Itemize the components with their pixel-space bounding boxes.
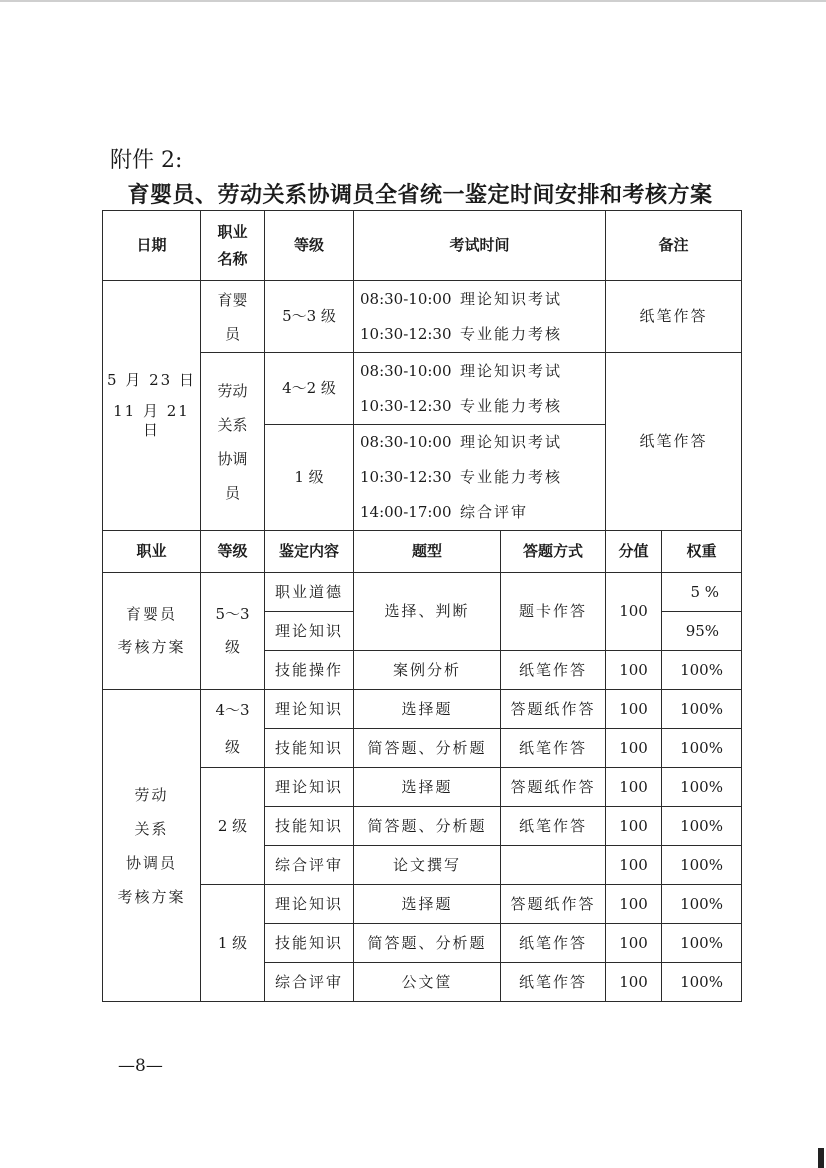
occupation-laodong bbox=[201, 353, 265, 531]
score-cell: 100 bbox=[606, 963, 662, 1002]
table-row bbox=[103, 690, 742, 729]
time-line bbox=[360, 317, 605, 352]
time-range: 10:30-12:30 bbox=[360, 468, 452, 486]
occupation-line: 协调 bbox=[217, 449, 248, 468]
assessment-header-row bbox=[103, 531, 742, 573]
occupation-line: 考核方案 bbox=[117, 638, 186, 656]
time-line bbox=[360, 425, 605, 460]
type-cell: 简答题、分析题 bbox=[354, 807, 501, 846]
header-answer-method: 答题方式 bbox=[501, 531, 606, 573]
header-content: 鉴定内容 bbox=[265, 531, 354, 573]
level-cell bbox=[201, 573, 265, 690]
level-cell: 2 级 bbox=[201, 768, 265, 885]
occupation-line: 育婴员 bbox=[125, 605, 177, 624]
content-cell: 技能知识 bbox=[265, 729, 354, 768]
type-cell: 案例分析 bbox=[354, 651, 501, 690]
table-row bbox=[103, 573, 742, 612]
exam-time-cell bbox=[354, 353, 606, 425]
score-cell: 100 bbox=[606, 729, 662, 768]
occupation-line: 育婴 bbox=[217, 290, 248, 309]
content-cell: 技能操作 bbox=[265, 651, 354, 690]
level-line: 级 bbox=[224, 737, 240, 756]
header-exam-time: 考试时间 bbox=[354, 211, 606, 281]
type-cell: 简答题、分析题 bbox=[354, 924, 501, 963]
weight-cell: 5 % bbox=[662, 573, 742, 612]
score-cell: 100 bbox=[606, 690, 662, 729]
time-range: 08:30-10:00 bbox=[360, 433, 452, 451]
header-score: 分值 bbox=[606, 531, 662, 573]
attachment-label: 附件 2: bbox=[110, 148, 183, 173]
type-cell: 选择题 bbox=[354, 690, 501, 729]
time-line bbox=[360, 282, 605, 317]
method-cell: 纸笔作答 bbox=[501, 924, 606, 963]
schedule-row bbox=[103, 281, 742, 353]
weight-cell: 100% bbox=[662, 924, 742, 963]
level-cell: 1 级 bbox=[265, 425, 354, 531]
schedule-assessment-table bbox=[102, 210, 742, 1002]
occupation-line: 关系 bbox=[217, 415, 248, 434]
occupation-yuyingyuan bbox=[201, 281, 265, 353]
time-item: 理论知识考试 bbox=[460, 361, 563, 380]
content-cell: 理论知识 bbox=[265, 768, 354, 807]
type-cell: 公文筐 bbox=[354, 963, 501, 1002]
header-level: 等级 bbox=[201, 531, 265, 573]
type-cell: 简答题、分析题 bbox=[354, 729, 501, 768]
type-cell: 选择题 bbox=[354, 768, 501, 807]
occupation-line: 员 bbox=[224, 483, 240, 502]
method-cell: 纸笔作答 bbox=[501, 963, 606, 1002]
method-cell: 答题纸作答 bbox=[501, 690, 606, 729]
method-cell: 纸笔作答 bbox=[501, 729, 606, 768]
header-remark: 备注 bbox=[606, 211, 742, 281]
score-cell: 100 bbox=[606, 846, 662, 885]
content-cell: 综合评审 bbox=[265, 846, 354, 885]
occupation-line: 劳动 bbox=[134, 785, 169, 804]
score-cell: 100 bbox=[606, 768, 662, 807]
page-number: —8— bbox=[118, 1056, 163, 1076]
level-cell: 1 级 bbox=[201, 885, 265, 1002]
content-cell: 理论知识 bbox=[265, 885, 354, 924]
level-cell bbox=[201, 690, 265, 768]
weight-cell: 100% bbox=[662, 651, 742, 690]
document-title: 育婴员、劳动关系协调员全省统一鉴定时间安排和考核方案 bbox=[127, 183, 713, 208]
weight-cell: 100% bbox=[662, 729, 742, 768]
method-cell: 答题纸作答 bbox=[501, 768, 606, 807]
header-weight: 权重 bbox=[662, 531, 742, 573]
time-item: 综合评审 bbox=[460, 503, 529, 521]
header-occupation: 职业 bbox=[103, 531, 201, 573]
type-cell: 选择题 bbox=[354, 885, 501, 924]
header-question-type: 题型 bbox=[354, 531, 501, 573]
occupation-line: 员 bbox=[224, 324, 240, 343]
content-cell: 理论知识 bbox=[265, 612, 354, 651]
weight-cell: 100% bbox=[662, 963, 742, 1002]
content-cell: 职业道德 bbox=[265, 573, 354, 612]
time-line bbox=[360, 389, 605, 424]
time-range: 14:00-17:00 bbox=[360, 503, 452, 521]
occupation-yuyingyuan-plan bbox=[103, 573, 201, 690]
header-occupation-name bbox=[201, 211, 265, 281]
time-item: 专业能力考核 bbox=[460, 324, 563, 343]
level-line: 级 bbox=[224, 638, 240, 656]
content-cell: 理论知识 bbox=[265, 690, 354, 729]
level-cell: 5～3 级 bbox=[265, 281, 354, 353]
time-line bbox=[360, 354, 605, 389]
weight-cell: 100% bbox=[662, 885, 742, 924]
scan-top-edge bbox=[0, 0, 826, 2]
type-cell: 论文撰写 bbox=[354, 846, 501, 885]
exam-time-cell bbox=[354, 425, 606, 531]
time-line bbox=[360, 460, 605, 495]
content-cell: 综合评审 bbox=[265, 963, 354, 1002]
occupation-line: 关系 bbox=[134, 819, 169, 838]
header-occupation-line1: 职业 bbox=[217, 222, 248, 241]
schedule-header-row bbox=[103, 211, 742, 281]
weight-cell: 100% bbox=[662, 690, 742, 729]
level-cell: 4～2 级 bbox=[265, 353, 354, 425]
time-range: 08:30-10:00 bbox=[360, 289, 452, 308]
method-cell bbox=[501, 846, 606, 885]
header-date: 日期 bbox=[103, 211, 201, 281]
method-cell: 题卡作答 bbox=[501, 573, 606, 651]
level-line: 4～3 bbox=[215, 700, 250, 719]
exam-date-1: 5 月 23 日 bbox=[107, 371, 196, 390]
exam-time-cell bbox=[354, 281, 606, 353]
weight-cell: 100% bbox=[662, 768, 742, 807]
header-occupation-line2: 名称 bbox=[217, 249, 248, 268]
method-cell: 纸笔作答 bbox=[501, 807, 606, 846]
score-cell: 100 bbox=[606, 924, 662, 963]
score-cell: 100 bbox=[606, 651, 662, 690]
time-item: 专业能力考核 bbox=[460, 396, 563, 415]
level-line: 5～3 bbox=[215, 605, 250, 624]
method-cell: 答题纸作答 bbox=[501, 885, 606, 924]
exam-dates bbox=[103, 281, 201, 531]
content-cell: 技能知识 bbox=[265, 924, 354, 963]
weight-cell: 100% bbox=[662, 807, 742, 846]
occupation-line: 劳动 bbox=[217, 381, 248, 400]
type-cell: 选择、判断 bbox=[354, 573, 501, 651]
score-cell: 100 bbox=[606, 807, 662, 846]
header-level: 等级 bbox=[265, 211, 354, 281]
content-cell: 技能知识 bbox=[265, 807, 354, 846]
remark-cell: 纸笔作答 bbox=[606, 281, 742, 353]
score-cell: 100 bbox=[606, 573, 662, 651]
weight-cell: 95% bbox=[662, 612, 742, 651]
occupation-laodong-plan bbox=[103, 690, 201, 1002]
remark-cell: 纸笔作答 bbox=[606, 353, 742, 531]
time-line bbox=[360, 495, 605, 530]
scan-edge-mark bbox=[818, 1148, 824, 1168]
time-range: 10:30-12:30 bbox=[360, 396, 452, 415]
time-range: 08:30-10:00 bbox=[360, 361, 452, 380]
score-cell: 100 bbox=[606, 885, 662, 924]
time-range: 10:30-12:30 bbox=[360, 324, 452, 343]
time-item: 理论知识考试 bbox=[460, 289, 563, 308]
weight-cell: 100% bbox=[662, 846, 742, 885]
method-cell: 纸笔作答 bbox=[501, 651, 606, 690]
occupation-line: 考核方案 bbox=[117, 887, 186, 906]
time-item: 专业能力考核 bbox=[460, 468, 563, 486]
time-item: 理论知识考试 bbox=[460, 433, 563, 451]
occupation-line: 协调员 bbox=[125, 853, 177, 872]
exam-date-2: 11 月 21 日 bbox=[113, 402, 190, 439]
